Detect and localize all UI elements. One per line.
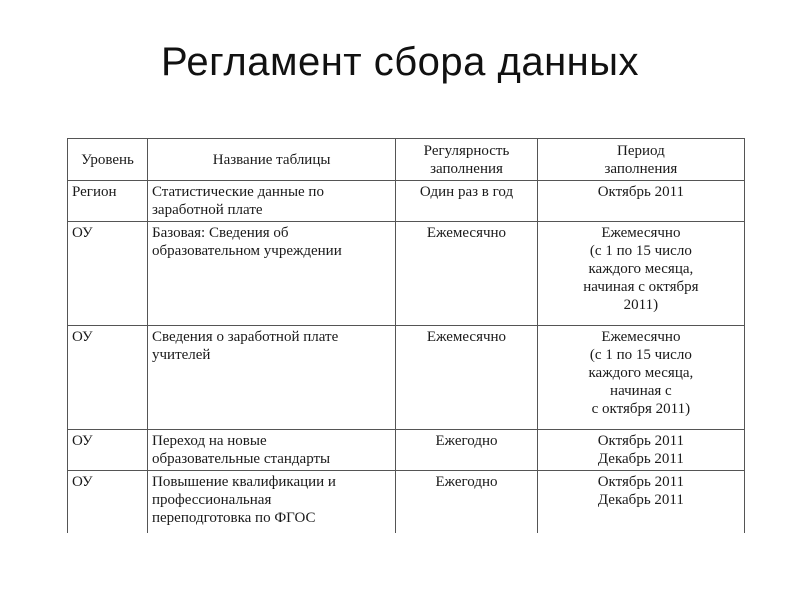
cell-regularity: Ежегодно bbox=[396, 430, 538, 471]
cell-period bbox=[537, 222, 744, 326]
cell-line: каждого месяца, bbox=[588, 261, 694, 277]
cell-line: Переход на новые bbox=[152, 433, 267, 449]
cell-table-name bbox=[148, 430, 396, 471]
cell-line: Октябрь 2011 bbox=[597, 184, 685, 200]
cell-table-name bbox=[148, 326, 396, 430]
cell-line: начиная с bbox=[610, 383, 672, 399]
cell-line: каждого месяца, bbox=[588, 365, 694, 381]
table-row bbox=[68, 181, 745, 222]
header-regularity-line: Регулярность bbox=[423, 142, 510, 159]
table-row bbox=[68, 430, 745, 471]
cell-regularity: Один раз в год bbox=[396, 181, 538, 222]
cell-line: 2011) bbox=[623, 297, 659, 313]
cell-line: Ежемесячно bbox=[601, 225, 681, 241]
schedule-table-container bbox=[67, 138, 745, 533]
cell-line: Ежемесячно bbox=[601, 329, 681, 345]
cell-line: Октябрь 2011 bbox=[597, 433, 685, 449]
header-period-line: заполнения bbox=[604, 160, 678, 177]
cell-line: переподготовка по ФГОС bbox=[152, 510, 316, 526]
cell-table-name bbox=[148, 181, 396, 222]
table-row bbox=[68, 326, 745, 430]
cell-line: Декабрь 2011 bbox=[597, 451, 684, 467]
cell-period bbox=[537, 430, 744, 471]
cell-line: с октября 2011) bbox=[591, 401, 691, 417]
cell-period bbox=[537, 471, 744, 533]
cell-line: (с 1 по 15 число bbox=[589, 347, 692, 363]
cell-line: профессиональная bbox=[152, 492, 272, 508]
cell-level: Регион bbox=[68, 181, 148, 222]
table-row bbox=[68, 222, 745, 326]
cell-line: учителей bbox=[152, 347, 211, 363]
cell-period bbox=[537, 181, 744, 222]
cell-line: Октябрь 2011 bbox=[597, 474, 685, 490]
cell-line: (с 1 по 15 число bbox=[589, 243, 692, 259]
cell-regularity: Ежегодно bbox=[396, 471, 538, 533]
cell-period bbox=[537, 326, 744, 430]
cell-level: ОУ bbox=[68, 326, 148, 430]
cell-table-name bbox=[148, 222, 396, 326]
header-regularity bbox=[396, 139, 538, 181]
cell-level: ОУ bbox=[68, 430, 148, 471]
cell-line: заработной плате bbox=[152, 202, 263, 218]
cell-level: ОУ bbox=[68, 471, 148, 533]
cell-regularity: Ежемесячно bbox=[396, 222, 538, 326]
cell-line: образовательном учреждении bbox=[152, 243, 342, 259]
header-period bbox=[537, 139, 744, 181]
header-table-name: Название таблицы bbox=[148, 139, 396, 181]
cell-regularity: Ежемесячно bbox=[396, 326, 538, 430]
cell-line: Повышение квалификации и bbox=[152, 474, 336, 490]
header-regularity-line: заполнения bbox=[430, 160, 503, 177]
slide-title: Регламент сбора данных bbox=[160, 40, 639, 84]
header-level: Уровень bbox=[68, 139, 148, 181]
table-row bbox=[68, 471, 745, 533]
cell-line: начиная с октября bbox=[583, 279, 699, 295]
table-header-row bbox=[68, 139, 745, 181]
cell-line: Декабрь 2011 bbox=[597, 492, 684, 508]
cell-level: ОУ bbox=[68, 222, 148, 326]
cell-line: Базовая: Сведения об bbox=[152, 225, 289, 241]
cell-line: образовательные стандарты bbox=[152, 451, 331, 467]
cell-line: Сведения о заработной плате bbox=[152, 329, 339, 345]
cell-line: Статистические данные по bbox=[152, 184, 324, 200]
cell-table-name bbox=[148, 471, 396, 533]
data-collection-schedule-table bbox=[67, 138, 745, 533]
header-period-line: Период bbox=[617, 142, 665, 159]
